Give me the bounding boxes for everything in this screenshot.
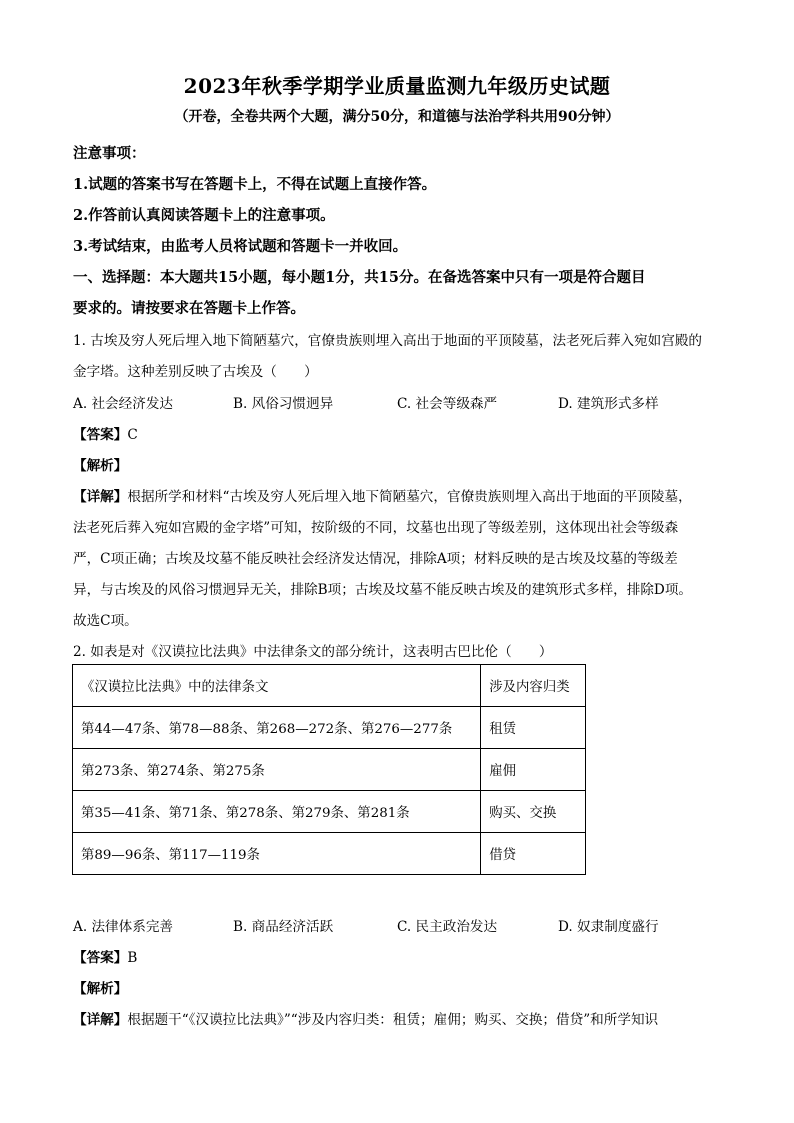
q1-detail-text-1: 根据所学和材料“古埃及穷人死后埋入地下简陋墓穴，官僚贵族则埋入高出于地面的平顶陵墓， bbox=[127, 489, 692, 505]
note-item-3: 3.考试结束，由监考人员将试题和答题卡一并收回。 bbox=[73, 238, 408, 255]
table-cell: 第35—41条、第71条、第278条、第279条、第281条 bbox=[73, 791, 481, 833]
table-row bbox=[73, 749, 586, 791]
q1-answer bbox=[73, 423, 733, 443]
notes-heading: 注意事项： bbox=[73, 145, 146, 162]
q2-detail-line-1 bbox=[73, 1008, 733, 1028]
q2-detail-text-1: 根据题干“《汉谟拉比法典》”“涉及内容归类：租赁；雇佣；购买、交换；借贷”和所学知识 bbox=[127, 1012, 659, 1028]
q2-stem: 2. 如表是对《汉谟拉比法典》中法律条文的部分统计，这表明古巴比伦（ ） bbox=[73, 644, 553, 660]
q2-analysis-label: 【解析】 bbox=[73, 981, 128, 997]
table-cell: 购买、交换 bbox=[481, 791, 586, 833]
q1-analysis bbox=[73, 454, 733, 474]
table-cell: 租赁 bbox=[481, 707, 586, 749]
q1-option-b: B. 风俗习惯迥异 bbox=[233, 396, 334, 412]
q1-detail-line-2: 法老死后葬入宛如宫殿的金字塔”可知，按阶级的不同，坟墓也出现了等级差别，这体现出社会等级森 bbox=[73, 520, 679, 536]
table-row bbox=[73, 707, 586, 749]
q2-detail-label: 【详解】 bbox=[73, 1012, 128, 1028]
q1-answer-label: 【答案】 bbox=[73, 427, 128, 443]
section-heading-line-2: 要求的。请按要求在答题卡上作答。 bbox=[73, 300, 305, 317]
q2-analysis bbox=[73, 977, 733, 997]
q1-answer-value: C bbox=[127, 427, 138, 443]
q2-answer-value: B bbox=[127, 950, 138, 966]
note-item-1: 1.试题的答案书写在答题卡上，不得在试题上直接作答。 bbox=[73, 176, 437, 193]
q2-option-d: D. 奴隶制度盛行 bbox=[558, 919, 659, 935]
table-cell: 第44—47条、第78—88条、第268—272条、第276—277条 bbox=[73, 707, 481, 749]
q1-option-d: D. 建筑形式多样 bbox=[558, 396, 659, 412]
table-cell: 雇佣 bbox=[481, 749, 586, 791]
note-item-2: 2.作答前认真阅读答题卡上的注意事项。 bbox=[73, 207, 335, 224]
q1-detail-line-4: 异，与古埃及的风俗习惯迥异无关，排除B项；古埃及坟墓不能反映古埃及的建筑形式多样，排除D项。 bbox=[73, 582, 693, 598]
q1-detail-line-3: 严，C项正确；古埃及坟墓不能反映社会经济发达情况，排除A项；材料反映的是古埃及坟墓的等级差 bbox=[73, 551, 678, 567]
q1-option-c: C. 社会等级森严 bbox=[397, 396, 498, 412]
table-header-row bbox=[73, 665, 586, 707]
page-title: 2023年秋季学期学业质量监测九年级历史试题 bbox=[183, 74, 611, 98]
table-header-cell: 涉及内容归类 bbox=[481, 665, 586, 707]
table-cell: 第89—96条、第117—119条 bbox=[73, 833, 481, 875]
table-header-cell: 《汉谟拉比法典》中的法律条文 bbox=[73, 665, 481, 707]
law-statistics-table bbox=[72, 664, 586, 875]
q1-detail-line-5: 故选C项。 bbox=[73, 613, 138, 629]
q2-answer bbox=[73, 946, 733, 966]
q1-stem-line-1: 1. 古埃及穷人死后埋入地下简陋墓穴，官僚贵族则埋入高出于地面的平顶陵墓，法老死后葬入宛如宫殿的 bbox=[73, 333, 703, 349]
section-heading-line-1: 一、选择题：本大题共15小题，每小题1分，共15分。在备选答案中只有一项是符合题目 bbox=[73, 269, 646, 286]
q2-option-c: C. 民主政治发达 bbox=[397, 919, 498, 935]
table-cell: 借贷 bbox=[481, 833, 586, 875]
q1-detail-line-1 bbox=[73, 485, 733, 505]
q2-answer-label: 【答案】 bbox=[73, 950, 128, 966]
table-row bbox=[73, 833, 586, 875]
q1-stem-line-2: 金字塔。这种差别反映了古埃及（ ） bbox=[73, 364, 318, 380]
q2-option-b: B. 商品经济活跃 bbox=[233, 919, 334, 935]
table-cell: 第273条、第274条、第275条 bbox=[73, 749, 481, 791]
q2-option-a: A. 法律体系完善 bbox=[73, 919, 174, 935]
page-subtitle: （开卷，全卷共两个大题，满分50分，和道德与法治学科共用90分钟） bbox=[174, 109, 620, 125]
q1-option-a: A. 社会经济发达 bbox=[73, 396, 174, 412]
q1-detail-label: 【详解】 bbox=[73, 489, 128, 505]
q1-analysis-label: 【解析】 bbox=[73, 458, 128, 474]
table-row bbox=[73, 791, 586, 833]
